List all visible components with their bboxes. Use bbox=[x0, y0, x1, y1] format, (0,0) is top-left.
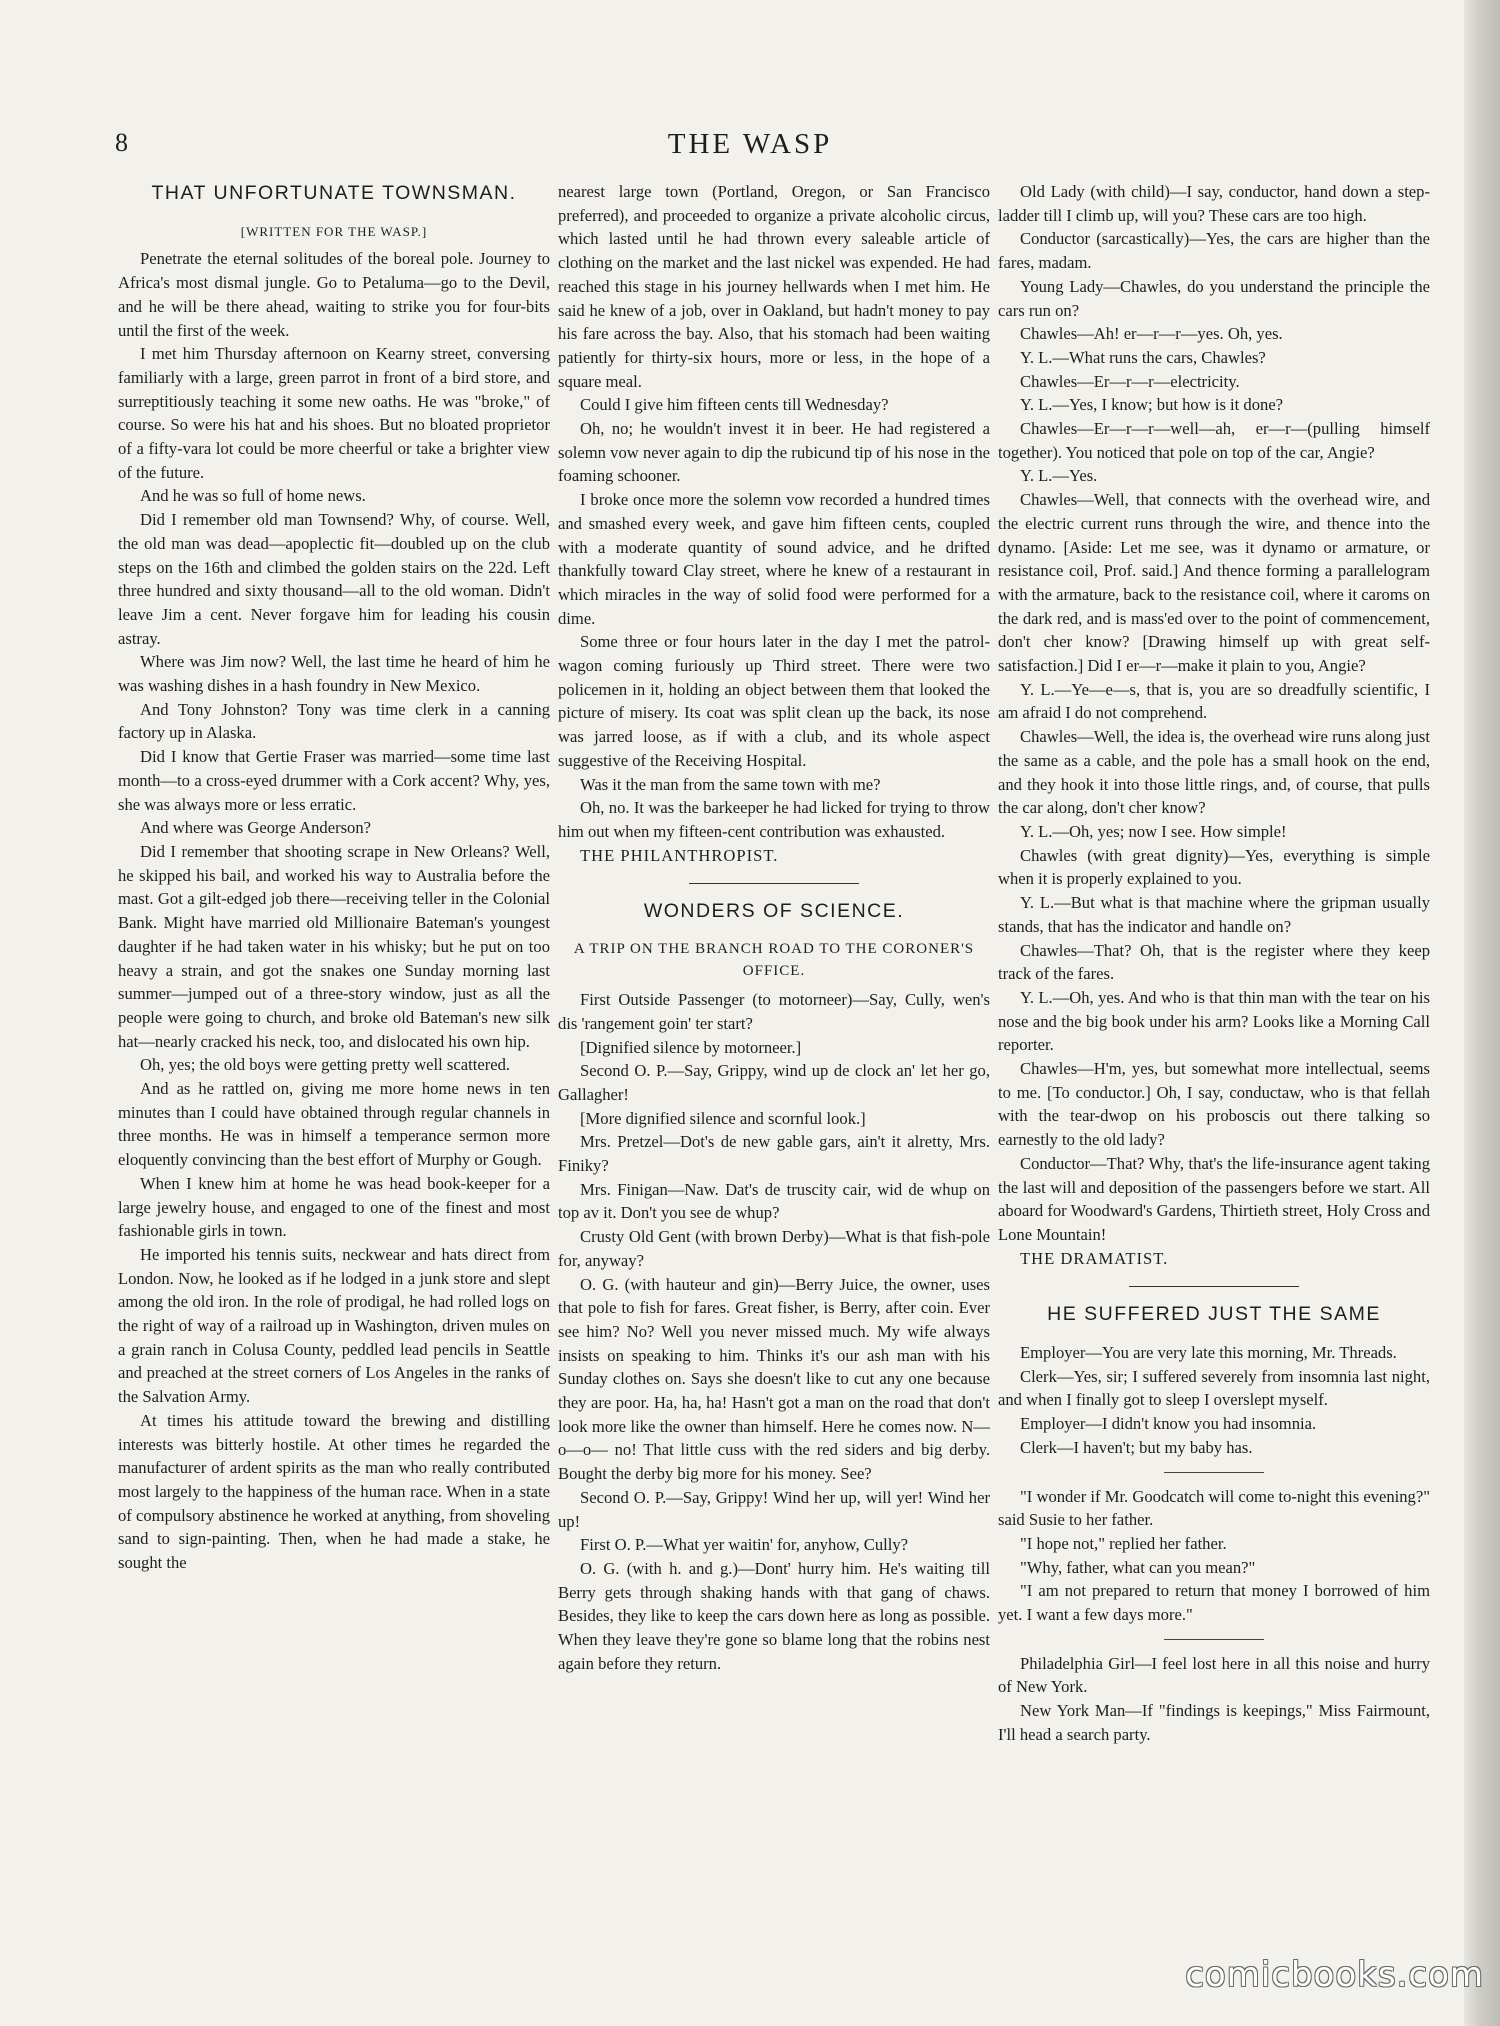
column-1 bbox=[118, 180, 550, 1575]
article-paragraph: When I knew him at home he was head book-keeper for a large jewelry house, and engaged to one of the finest and most fashionable girls in town. bbox=[118, 1173, 550, 1241]
article-subhead: A TRIP ON THE BRANCH ROAD TO THE CORONER'S OFFICE. bbox=[573, 941, 975, 980]
article-paragraph: And Tony Johnston? Tony was time clerk in a canning factory up in Alaska. bbox=[118, 699, 550, 743]
dialogue-line: Employer—You are very late this morning, Mr. Threads. bbox=[1020, 1343, 1397, 1363]
dialogue-line: Chawles—Er—r—r—electricity. bbox=[1020, 371, 1240, 391]
article-paragraph: "Why, father, what can you mean?" bbox=[1020, 1557, 1256, 1577]
article-paragraph: Penetrate the eternal solitudes of the boreal pole. Journey to Africa's most dismal jungle. Go to Petaluma—go to the Devil, and he will be there ahead, waiting to strike you for four-bits until the first of the week. bbox=[118, 249, 550, 340]
dialogue-line: O. G. (with h. and g.)—Dont' hurry him. He's waiting till Berry gets through shaking hands with that gang of chaws. Besides, they like to keep the cars down here as long as possible. When they leave they're gone so blame long that the robins nest again before they return. bbox=[558, 1558, 990, 1673]
dialogue-line: Chawles—Well, that connects with the overhead wire, and the electric current runs through the wire, and thence into the dynamo. [Aside: Let me see, was it dynamo or armature, or resistance coil, Prof. said.] And thence forming a parallelogram with the armature, back to the resistance coil, where it caroms on the dark red, and is mass'ed over to the point of commencement, don't cher know? [Drawing himself up with great self-satisfaction.] Did I er—r—make it plain to you, Angie? bbox=[998, 490, 1430, 676]
article-paragraph: Oh, no; he wouldn't invest it in beer. He had registered a solemn vow never again to dip the rubicund tip of his nose in the foaming schooner. bbox=[558, 419, 990, 486]
dialogue-line: Old Lady (with child)—I say, conductor, hand down a step-ladder till I climb up, will you? These cars are too high. bbox=[998, 182, 1430, 225]
column-2 bbox=[558, 180, 990, 1675]
watermark-text: comicbooks.com bbox=[1185, 1955, 1484, 1995]
article-paragraph: "I hope not," replied her father. bbox=[1020, 1533, 1227, 1553]
article-paragraph: He imported his tennis suits, neckwear and hats direct from London. Now, he looked as if he lodged in a junk store and slept among the old iron. In the role of prodigal, he had rolled logs on the right of way of a railroad up in Washington, driven mules on a grain ranch in Colusa County, peddled lead pencils in Seattle and preached at the street corners of Los Angeles in the ranks of the Salvation Army. bbox=[118, 1244, 550, 1407]
dialogue-line: Y. L.—Oh, yes. And who is that thin man with the tear on his nose and the big book under his arm? Looks like a Morning Call reporter. bbox=[998, 987, 1430, 1055]
dialogue-line: First Outside Passenger (to motorneer)—Say, Cully, wen's dis 'rangement goin' ter start? bbox=[558, 990, 990, 1033]
dialogue-line: [Dignified silence by motorneer.] bbox=[580, 1037, 802, 1057]
dialogue-line: Y. L.—But what is that machine where the gripman usually stands, that has the indicator and handle on? bbox=[998, 893, 1430, 936]
section-divider bbox=[1164, 1472, 1264, 1473]
article-paragraph: Oh, no. It was the barkeeper he had licked for trying to throw him out when my fifteen-cent contribution was exhausted. bbox=[558, 798, 990, 841]
dialogue-line: Y. L.—Oh, yes; now I see. How simple! bbox=[1020, 821, 1287, 841]
article-paragraph: I broke once more the solemn vow recorded a hundred times and smashed every week, and gave him fifteen cents, coupled with a moderate quantity of sound advice, and he drifted thankfully toward Clay street, where he knew of a restaurant in which miracles in the way of solid food were performed for a dime. bbox=[558, 490, 990, 628]
article-signature: THE DRAMATIST. bbox=[1020, 1248, 1169, 1268]
dialogue-line: Clerk—I haven't; but my baby has. bbox=[1020, 1437, 1253, 1457]
dialogue-line: Conductor (sarcastically)—Yes, the cars are higher than the fares, madam. bbox=[998, 229, 1430, 273]
dialogue-line: Employer—I didn't know you had insomnia. bbox=[1020, 1414, 1317, 1434]
dialogue-line: Y. L.—Yes, I know; but how is it done? bbox=[1020, 395, 1284, 415]
article-paragraph: And where was George Anderson? bbox=[140, 818, 372, 838]
dialogue-line: Chawles—H'm, yes, but somewhat more intellectual, seems to me. [To conductor.] Oh, I say, conductaw, who is that fellah with the tear-dwop on his proboscis out there talking so earnestly to the old lady? bbox=[998, 1059, 1430, 1150]
dialogue-line: O. G. (with hauteur and gin)—Berry Juice, the owner, uses that pole to fish for fares. Great fisher, is Berry, after coin. Ever see him? No? Well you never missed much. My wife always insists on speaking to him. Thinks it's our ash man with his Sunday clothes on. Says she doesn't like to cut any one because they are poor. Ha, ha, ha! Hasn't got a man on the road that don't look more like the owner than himself. Here he comes now. N—o—o— no! That little cuss with the red siders and big derby. Bought the derby big more for his money. See? bbox=[558, 1274, 990, 1484]
dialogue-line: Conductor—That? Why, that's the life-insurance agent taking the last will and deposition of the passengers before we start. All aboard for Woodward's Gardens, Thirtieth street, Holy Cross and Lone Mountain! bbox=[998, 1153, 1430, 1244]
dialogue-line: Y. L.—Ye—e—s, that is, you are so dreadfully scientific, I am afraid I do not comprehend. bbox=[998, 679, 1430, 723]
dialogue-line: Mrs. Finigan—Naw. Dat's de truscity cair, wid de whup on top av it. Don't you see de whup? bbox=[558, 1179, 990, 1223]
page-edge-shadow bbox=[1464, 0, 1500, 2026]
dialogue-line: Y. L.—Yes. bbox=[1020, 466, 1098, 486]
dialogue-line: Chawles—Well, the idea is, the overhead wire runs along just the same as a cable, and the pole has a small hook on the end, and they hook it into those little rings, and, of course, that pulls the car along, don't cher know? bbox=[998, 727, 1430, 818]
section-divider bbox=[1129, 1286, 1299, 1287]
article-paragraph: And as he rattled on, giving me more home news in ten minutes than I could have obtained through regular channels in three months. He was in himself a temperance sermon more eloquently convincing than the best effort of Murphy or Gough. bbox=[118, 1079, 550, 1170]
dialogue-line: First O. P.—What yer waitin' for, anyhow, Cully? bbox=[580, 1535, 909, 1555]
article-paragraph: "I wonder if Mr. Goodcatch will come to-night this evening?" said Susie to her father. bbox=[998, 1486, 1430, 1530]
article-paragraph: Some three or four hours later in the day I met the patrol-wagon coming furiously up Third street. There were two policemen in it, holding an object between them that looked the picture of misery. Its coat was split clean up the back, its nose was jarred loose, as if with a club, and its whole aspect suggestive of the Receiving Hospital. bbox=[558, 632, 990, 770]
dialogue-line: Young Lady—Chawles, do you understand the principle the cars run on? bbox=[998, 276, 1430, 320]
article-paragraph: Did I know that Gertie Fraser was married—some time last month—to a cross-eyed drummer with a Cork accent? Why, yes, she was always more or less erratic. bbox=[118, 747, 550, 814]
dialogue-line: Second O. P.—Say, Grippy! Wind her up, will yer! Wind her up! bbox=[558, 1487, 990, 1531]
article-paragraph: "I am not prepared to return that money I borrowed of him yet. I want a few days more." bbox=[998, 1581, 1430, 1625]
article-paragraph: At times his attitude toward the brewing and distilling interests was bitterly hostile. At other times he regarded the manufacturer of ardent spirits as the man who really contributed most largely to the happiness of the human race. When in a state of compulsory abstinence he worked at anything, from shoveling sand to sign-painting. Then, when he had made a stake, he sought the bbox=[118, 1410, 550, 1573]
dialogue-line: Second O. P.—Say, Grippy, wind up de clock an' let her go, Gallagher! bbox=[558, 1061, 990, 1104]
article-headline: WONDERS OF SCIENCE. bbox=[643, 900, 905, 923]
dialogue-line: Chawles—Ah! er—r—r—yes. Oh, yes. bbox=[1020, 324, 1283, 344]
article-paragraph: I met him Thursday afternoon on Kearny street, conversing familiarly with a large, green parrot in front of a bird store, and surreptitiously teaching it some new oaths. He was "broke," of course. So were his hat and his shoes. But no bloated proprietor of a fifty-vara lot could be more cheerful or take a brighter view of the future. bbox=[118, 344, 550, 482]
article-signature: THE PHILANTHROPIST. bbox=[580, 845, 779, 865]
dialogue-line: [More dignified silence and scornful look.] bbox=[580, 1108, 866, 1128]
section-divider bbox=[689, 883, 859, 884]
article-paragraph: Where was Jim now? Well, the last time he heard of him he was washing dishes in a hash foundry in New Mexico. bbox=[118, 652, 550, 696]
article-paragraph: Did I remember that shooting scrape in New Orleans? Well, he skipped his bail, and worked his way to Australia before the mast. Got a gilt-edged job there—receiving teller in the Colonial Bank. Might have married old Millionaire Bateman's youngest daughter if he had taken water in his whisky; but he put on too heavy a strain, and got the snakes one Sunday morning last summer—jumped out of a three-story window, just as all the people were going to church, and broke old Bateman's new silk hat—nearly cracked his neck, too, and dislocated his own hip. bbox=[118, 841, 550, 1051]
dialogue-line: Chawles—That? Oh, that is the register where they keep track of the fares. bbox=[998, 940, 1430, 984]
dialogue-line: Chawles—Er—r—r—well—ah, er—r—(pulling himself together). You noticed that pole on top of the car, Angie? bbox=[998, 419, 1430, 462]
article-headline: THAT UNFORTUNATE TOWNSMAN. bbox=[151, 182, 517, 204]
section-divider bbox=[1164, 1639, 1264, 1640]
column-3 bbox=[998, 180, 1430, 1747]
article-paragraph: nearest large town (Portland, Oregon, or San Francisco preferred), and proceeded to organize a private alcoholic circus, which lasted until he had thrown every saleable article of clothing on the market and the last nickel was expended. He had reached this stage in his journey hellwards when I met him. He said he knew of a job, over in Oakland, but hadn't money to pay his fare across the bay. Also, that his stomach had been waiting patiently for thirty-six hours, more or less, in the hope of a square meal. bbox=[558, 182, 990, 391]
dialogue-line: Chawles (with great dignity)—Yes, everything is simple when it is properly explained to you. bbox=[998, 845, 1430, 889]
dialogue-line: Crusty Old Gent (with brown Derby)—What is that fish-pole for, anyway? bbox=[558, 1227, 990, 1270]
dialogue-line: Philadelphia Girl—I feel lost here in all this noise and hurry of New York. bbox=[998, 1653, 1430, 1697]
article-paragraph: And he was so full of home news. bbox=[140, 486, 366, 506]
masthead-title: THE WASP bbox=[667, 128, 833, 160]
article-headline: HE SUFFERED JUST THE SAME bbox=[1047, 1303, 1381, 1326]
dialogue-line: Y. L.—What runs the cars, Chawles? bbox=[1020, 347, 1266, 367]
article-paragraph: Oh, yes; the old boys were getting pretty well scattered. bbox=[140, 1055, 511, 1075]
article-paragraph: Could I give him fifteen cents till Wednesday? bbox=[580, 395, 889, 415]
page-number: 8 bbox=[115, 128, 128, 157]
dialogue-line: Clerk—Yes, sir; I suffered severely from insomnia last night, and when I finally got to sleep I overslept myself. bbox=[998, 1366, 1430, 1410]
dialogue-line: Mrs. Pretzel—Dot's de new gable gars, ain't it alretty, Mrs. Finiky? bbox=[558, 1132, 990, 1176]
dialogue-line: New York Man—If "findings is keepings," Miss Fairmount, I'll head a search party. bbox=[998, 1701, 1430, 1744]
article-paragraph: Was it the man from the same town with me? bbox=[580, 774, 881, 794]
article-byline: [WRITTEN FOR THE WASP.] bbox=[240, 223, 428, 239]
article-paragraph: Did I remember old man Townsend? Why, of course. Well, the old man was dead—apoplectic fit—doubled up on the club steps on the 16th and climbed the golden stairs on the 22d. Left three hundred and sixty thousand—all to the old woman. Didn't leave Jim a cent. Never forgave him for leading his cousin astray. bbox=[118, 510, 550, 648]
